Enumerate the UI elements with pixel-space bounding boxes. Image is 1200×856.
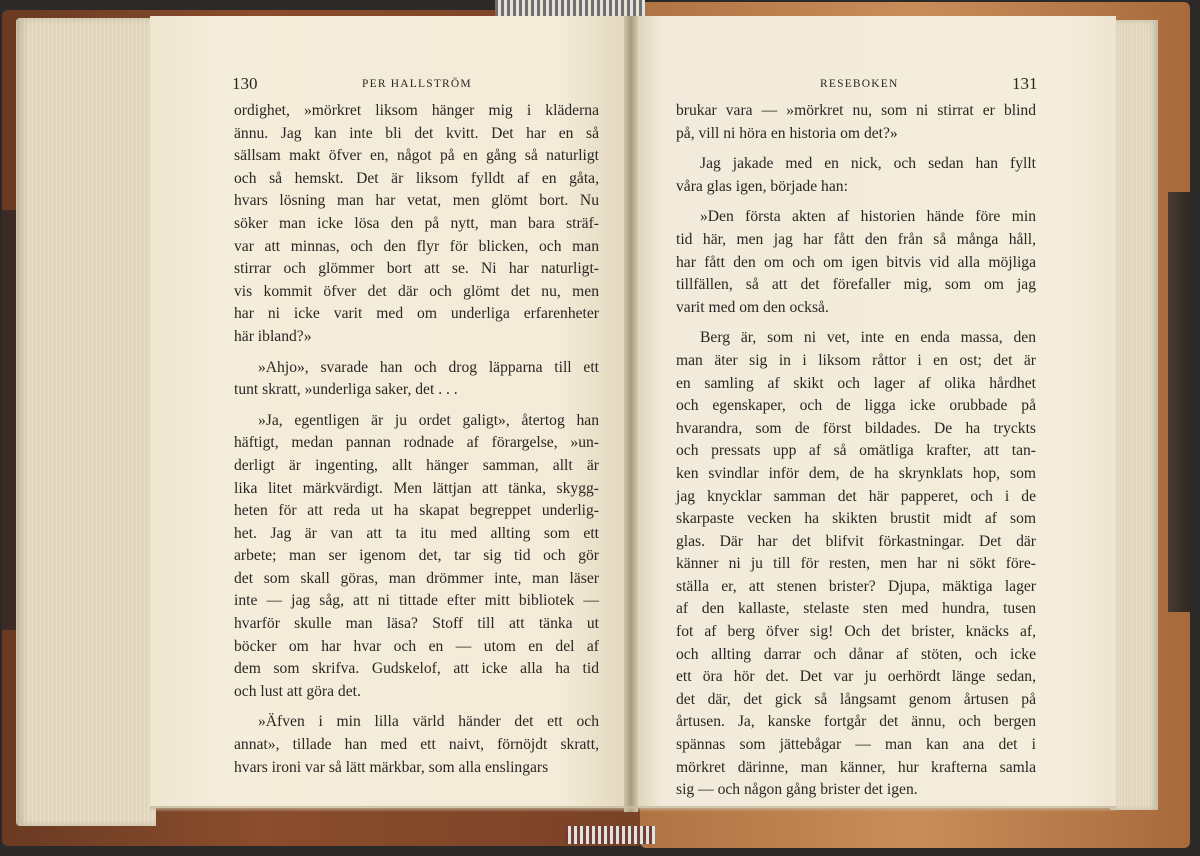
text-line: hvars lösning man har vetat, men glömt bort. Nu [234, 192, 599, 210]
page-block-left [16, 18, 156, 826]
text-line: dem som skrifva. Gudskelof, att icke alla ha tid [234, 660, 599, 678]
text-line: ännu. Jag kan inte bli det kvitt. Det har en så [234, 124, 599, 142]
paragraph [234, 410, 599, 704]
text-line: Berg är, som ni vet, inte en enda massa, den [700, 329, 1036, 347]
text-line: här ibland?» [234, 327, 312, 345]
text-line: hvars ironi var så lätt märkbar, som alla enslingars [234, 758, 549, 776]
text-line: »Ahjo», svarade han och drog läpparna till ett [258, 358, 599, 376]
text-line: sällsam makt öfver en, något på en gång så naturligt [234, 147, 599, 165]
text-line: derligt är ingenting, allt hänger samman, allt är [234, 456, 599, 474]
text-line: ordighet, »mörkret liksom hänger mig i kläderna [234, 102, 599, 119]
page-number: 131 [1012, 74, 1038, 93]
text-line: skarpaste vecken ha skikten brustit midt af som [676, 510, 1036, 528]
book-gutter [624, 16, 638, 812]
text-line: arbete; man ser igenom det, tar sig tid och gör [234, 547, 599, 565]
text-line: en samling af skikt och lager af olika hårdhet [676, 374, 1036, 392]
text-line: jag knycklar samman det här papperet, och i de [676, 487, 1036, 505]
text-line: ställa er, att stenen brister? Djupa, mäktiga lager [676, 577, 1036, 595]
text-line: det där, det gick så långsamt genom årtusen på [676, 690, 1036, 708]
left-page-header [150, 74, 630, 98]
text-line: och egenskaper, och de ligga icke orubbade på [676, 397, 1036, 415]
text-line: »Äfven i min lilla värld händer det ett och [258, 713, 599, 731]
text-line: och så hemskt. Det är liksom fylldt af en gåta, [234, 169, 599, 187]
left-page-body [234, 100, 599, 779]
text-line: och lust att göra det. [234, 682, 361, 700]
right-page [632, 16, 1116, 808]
paragraph [676, 153, 1036, 198]
paragraph [234, 711, 599, 779]
text-line: hvarandra, som de först bildades. De ha tryckts [676, 419, 1036, 437]
cover-edge [2, 210, 16, 630]
text-line: glas. Där har det blifvit förkastningar. Det där [676, 532, 1036, 550]
paragraph-gap [676, 319, 1036, 327]
text-line: man äter sig in i liksom råttor i en ost; det är [676, 351, 1036, 369]
text-line: det som skall göras, man drömmer inte, man läser [234, 569, 599, 587]
text-line: på, vill ni höra en historia om det?» [676, 124, 898, 142]
text-line: vis kommit öfver det där och glömt det nu, men [234, 282, 599, 300]
running-head: RESEBOKEN [820, 78, 899, 90]
right-page-header [632, 74, 1116, 98]
text-line: »Ja, egentligen är ju ordet galigt», återtog han [258, 411, 599, 429]
page-number: 130 [232, 74, 258, 93]
paragraph [676, 206, 1036, 319]
text-line: »Den första akten af historien hände före min [700, 208, 1036, 226]
text-line: stirrar och glömmer bort att se. Ni har naturligt- [234, 260, 599, 278]
paragraph [234, 100, 599, 349]
text-line: känner ni ju till för resten, men har ni sökt före- [676, 555, 1036, 573]
text-line: tillfällen, så att det förefaller mig, som om jag [676, 276, 1036, 294]
paragraph-gap [234, 703, 599, 711]
paragraph-gap [234, 349, 599, 357]
text-line: och allting darrar och dånar af stöten, och icke [676, 645, 1036, 663]
text-line: har fått den om och om igen bitvis vid alla möjliga [676, 253, 1036, 271]
text-line: var att minnas, och den flyr för blicken, och man [234, 237, 599, 255]
text-line: hvarför skulle man läsa? Stoff till att tänka ut [234, 615, 599, 633]
text-line: het. Jag är van att ta itu med allting som ett [234, 524, 599, 542]
paragraph [234, 357, 599, 402]
text-line: af den kallaste, stelaste sten med hundra, tusen [676, 600, 1036, 618]
text-line: heten för att reda ut ha skapat begreppet underlig- [234, 502, 599, 520]
text-line: tid här, men jag har fått den från så många håll, [676, 230, 1036, 248]
text-line: ett öra hör det. Det var ju oerhördt länge sedan, [676, 668, 1036, 686]
text-line: sig — och någon gång brister det igen. [676, 781, 918, 799]
left-page [150, 16, 630, 808]
text-line: våra glas igen, började han: [676, 177, 848, 195]
page-block-right [1110, 20, 1158, 810]
text-line: mörkret därinne, man känner, hur krafterna samla [676, 758, 1036, 776]
spine-headband-bottom [565, 826, 655, 844]
paragraph-gap [676, 198, 1036, 206]
text-line: söker man icke lösa den på nytt, man bara sträf- [234, 214, 599, 232]
text-line: ken svindlar inför dem, de ha skrynklats hop, som [676, 464, 1036, 482]
text-line: böcker om har hvar och en — utom en del af [234, 637, 599, 655]
text-line: annat», tillade han med ett naivt, förnöjdt skratt, [234, 736, 599, 754]
text-line: årtusen. Ja, kanske fortgår det ännu, och bergen [676, 713, 1036, 731]
text-line: tunt skratt, »underliga saker, det . . . [234, 381, 458, 399]
paragraph [676, 100, 1036, 145]
text-line: och pressats upp af så omätliga krafter, att tan- [676, 442, 1036, 460]
text-line: varit med om den också. [676, 298, 829, 316]
running-head: PER HALLSTRÖM [362, 78, 472, 90]
paragraph-gap [234, 402, 599, 410]
text-line: Jag jakade med en nick, och sedan han fyllt [700, 155, 1036, 173]
text-line: inte — jag såg, att ni tittade efter mitt bibliotek — [234, 592, 599, 610]
text-line: häftigt, medan pannan rodnade af förargelse, »un- [234, 434, 599, 452]
text-line: har ni icke varit med om underliga erfarenheter [234, 305, 599, 323]
page-bottom-shadow [150, 806, 1116, 812]
paragraph-gap [676, 145, 1036, 153]
text-line: fot af berg öfver sig! Och det brister, knäcks af, [676, 623, 1036, 641]
text-line: spännas som jättebågar — man kan ana det i [676, 736, 1036, 754]
paragraph [676, 327, 1036, 801]
text-line: brukar vara — »mörkret nu, som ni stirrat er blind [676, 102, 1036, 119]
right-page-body [676, 100, 1036, 802]
text-line: lika litet märkvärdigt. Men lättjan att tänka, skygg- [234, 479, 599, 497]
cover-edge [1168, 192, 1190, 612]
